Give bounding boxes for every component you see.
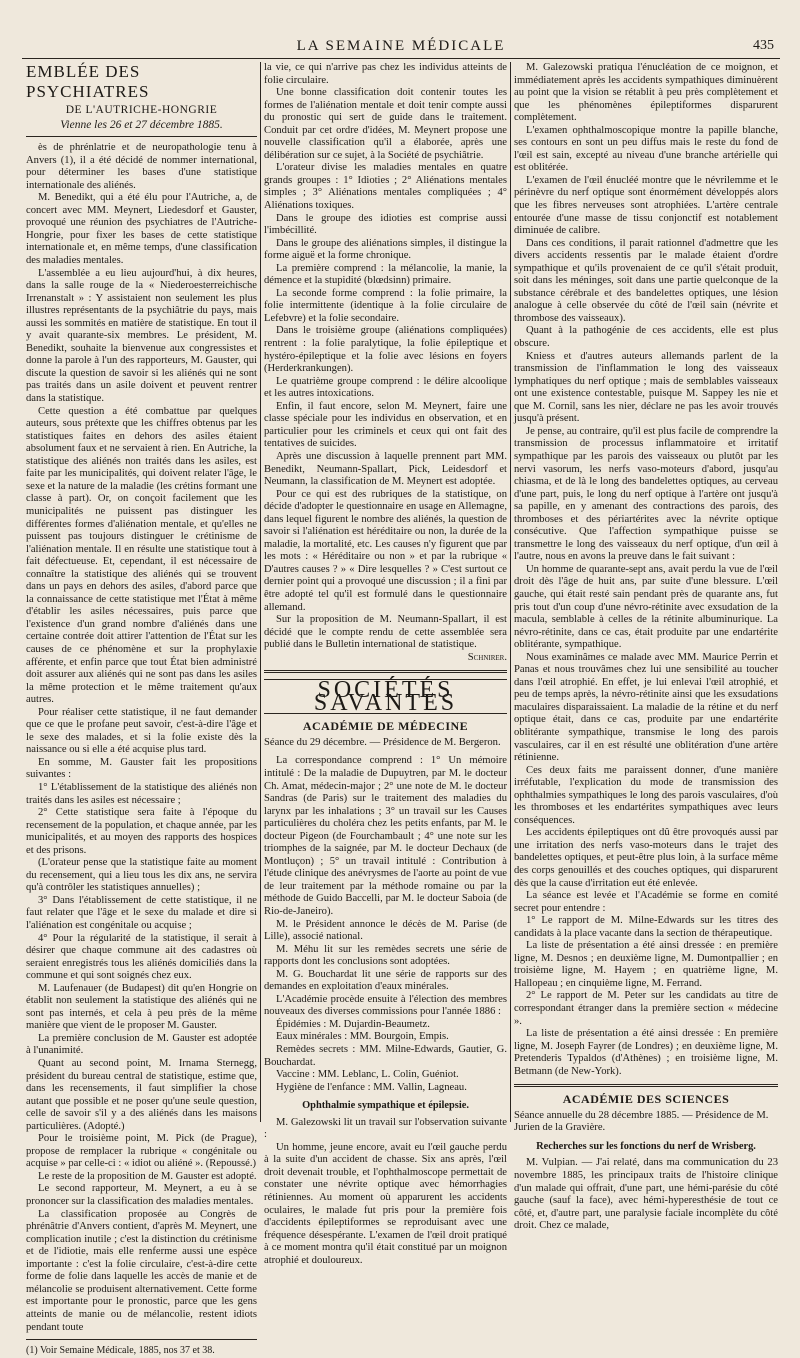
article-paragraph: Les accidents épileptiques ont dû être provoqués aussi par une irritation des nerfs vaso-moteurs dans le trajet des bandelettes optiques, et peut-être plus loin, à la surface même des corps genouillés et des couches optiques, qui disparurent dès que la cause d'irritation eut été enlevée. [514, 827, 778, 889]
column-3 [514, 62, 778, 1232]
article-paragraph: Enfin, il faut encore, selon M. Meynert, faire une classe spéciale pour les individus en observation, et en particulier pour les criminels et ceux qui ont fait des tentatives de suicides. [264, 400, 507, 450]
article-paragraph: 3° Dans l'établissement de cette statistique, il ne faut relater que l'âge et le sexe du malade et dire si l'aliénation est congénitale ou acquise ; [26, 894, 257, 931]
article-paragraph: ès de phrénlatrie et de neuropathologie tenu à Anvers (1), il a été décidé de nommer international, pour déterminer les bases d'une statistique internationale des aliénés. [26, 142, 257, 191]
running-header [22, 38, 780, 54]
article-paragraph: Je pense, au contraire, qu'il est plus facile de comprendre la transmission de processus inflammatoire et irritatif sympathique par les parois des vaisseaux ou plutôt par les nervi vasorum, les nerfs vaso-moteurs d'abord, jusqu'au chiasma, et de là le long des bandelettes optiques, au cerveau d'une part, puis, le long du nerf optique à l'artère ont jusqu'à sa papille, en y amenant des contractions des parois, des thromboses et des périartérites avec la névrite optique consécutive. Que l'affection sympathique puisse se transmettre le long des vaisseaux du nerf optique, d'un œil à l'autre, nous en avons la preuve dans le fait suivant : [514, 425, 778, 563]
section-date: Vienne les 26 et 27 décembre 1885. [60, 118, 223, 131]
article-paragraph: Dans ces conditions, il parait rationnel d'admettre que les divers accidents ressentis par le malade étaient d'ordre sympathique et qu'ils provenaient de ce qu'il s'était produit, soit dans les méninges, soit dans une partie quelconque de la substance cérébrale et des bandelettes optiques, une lésion analogue à celle observée du côté de l'œil sain (névrite et thrombose des vaisseaux). [514, 237, 778, 324]
divider [514, 1084, 778, 1087]
article-paragraph: Pour ce qui est des rubriques de la statistique, on décide d'adopter le questionnaire en usage en Allemagne, dans lequel figurent le nombre des aliénés, la question de savoir si l'aliénation est héréditaire ou non, la durée de la maladie, la mortalité, etc. Les causes n'y figurent que par les mots : « Héréditaire ou non » et par la rubrique « D'autres causes ? » « Dire lesquelles ? » C'est surtout ce dernier point qui a provoqué une discussion ; il a fini par être adopté tel qu'il est formulé dans le questionnaire allemand. [264, 488, 507, 613]
article-paragraph: La seconde forme comprend : la folie primaire, la folie intermittente (identique à la folie circulaire de Lefebvre) et la folie secondaire. [264, 287, 507, 324]
article-paragraph: Un homme de quarante-sept ans, avait perdu la vue de l'œil droit dès l'âge de huit ans, par suite d'une blessure. L'œil gauche, qui était resté sain pendant près de quarante ans, fut pris tout d'un coup d'une névro-rétinite avec exsudation de la macula, semblable à celles de la rétinite albuminurique. La névro-rétinite, dans ce cas, était produite par une endartérite oblitérante, sympathique. [514, 563, 778, 651]
divider [264, 670, 507, 673]
article-paragraph: M. Laufenauer (de Budapest) dit qu'en Hongrie on établit non seulement la statistique des aliénés qui ne sont pas internés, et cela à peu près de la même manière que vient de le proposer M. Gauster. [26, 982, 257, 1032]
article-paragraph: Nous examinâmes ce malade avec MM. Maurice Perrin et Panas et nous trouvâmes chez lui une sensibilité au toucher dans l'œil atrophié. En effet, je lui enlevai l'œil atrophié, et peu de temps après, la névro-rétinite ainsi que les exsudations maculaires disparaissaient. La maladie de la rétine et du nerf optique était, dans ce cas, produite par une endartérite oblitérante sympathique, transmise le long des parois vasculaires, car il en est résulté une oblitération d'une artère rétinienne. [514, 651, 778, 764]
divider [26, 136, 257, 137]
article-paragraph: Quant au second point, M. Irnama Sternegg, président du bureau central de statistique, estime que, dans les recensements, il faut simplifier la chose autant que possible et ne poser qu'une seule question, celle de savoir s'il y a des aliénés dans les maisons particulières. (Adopté.) [26, 1058, 257, 1132]
article-paragraph: L'assemblée a eu lieu aujourd'hui, à dix heures, dans la salle rouge de la « Niederoesterreichische Irrenanstalt » : Y assistaient non seulement les plus illustres représentants de la psychiâtrie du pays, mais aussi les sommités en matière de statistique. En tout il y avait quarante-six membres. Le président, M. Benedikt, souhaite la bienvenue aux congressistes et donne la parole à l'un des rapporteurs, M. Gauster, qui discute la question de savoir si les aliénés qui ne sont pas traités dans un asile doivent et peuvent rentrer dans la statistique. [26, 267, 257, 405]
academy-paragraph: La correspondance comprend : 1° Un mémoire intitulé : De la maladie de Dupuytren, par M. le docteur Ch. Amat, médecin-major ; 2° une note de M. le docteur Sandras (de Paris) sur le traitement des maladies du larynx par les inhalations ; 3° un travail sur les Causes particulières du choléra chez les petits enfants, par M. le docteur Pigeon (de Fourchambault ; 4° une note sur les triomphes de la saignée, par M. le docteur Dechaux (de Montluçon) ; 5° un travail intitulé : Contribution à l'étude clinique des anévrysmes de l'aorte au point de vue de leur traitement par la méthode romaine ou par la méthode de Guido Baccelli, par M. le docteur Saboia (de Rio-de-Janeiro). [264, 755, 507, 917]
article-paragraph: Ces deux faits me paraissent donner, d'une manière irréfutable, l'explication du mode de transmission des ophthalmies sympathiques le long des parois vasculaires, d'où les thromboses et les endartérites sympathiques avec leurs conséquences. [514, 764, 778, 826]
article-paragraph: 2° Le rapport de M. Peter sur les candidats au titre de correspondant étranger dans la première section « médecine ». [514, 990, 778, 1027]
academy-sciences-heading: ACADÉMIE DES SCIENCES [562, 1092, 730, 1107]
article-paragraph: L'examen de l'œil énucléé montre que le névrilemme et le périnèvre du nerf optique sont énormément développés alors que les fibres nerveuses sont atrophiées. L'artère centrale entourée d'une masse de tissu conjonctif est notablement diminuée de calibre. [514, 174, 778, 237]
ophthalmia-heading: Ophthalmie sympathique et épilepsie. [302, 1100, 469, 1112]
commission-line: Épidémies : M. Dujardin-Beaumetz. [276, 1018, 430, 1030]
page-number: 435 [753, 38, 774, 53]
article-paragraph: 1° L'établissement de la statistique des aliénés non traités dans les asiles est nécessaire ; [26, 781, 257, 806]
article-paragraph: Le second rapporteur, M. Meynert, a eu à se prononcer sur la classification des maladies mentales. [26, 1183, 257, 1208]
article-paragraph: Le reste de la proposition de M. Gauster est adopté. [38, 1170, 257, 1182]
column-divider [260, 62, 261, 1122]
article-paragraph: Pour le troisième point, M. Pick (de Prague), propose de remplacer la rubrique « congénitale ou acquise » par celle-ci : « idiot ou aliéné ». (Repoussé.) [26, 1133, 257, 1170]
article-paragraph: En somme, M. Gauster fait les propositions suivantes : [26, 756, 257, 781]
article-paragraph: L'orateur divise les maladies mentales en quatre grands groupes : 1° Idioties ; 2° Aliénations mentales simples ; 3° Aliénations mentales compliquées ; 4° Aliénations toxiques. [264, 162, 507, 212]
commission-line: Hygiène de l'enfance : MM. Vallin, Lagneau. [276, 1081, 467, 1093]
journal-title: LA SEMAINE MÉDICALE [296, 38, 506, 54]
article-paragraph: La séance est levée et l'Académie se forme en comité secret pour entendre : [514, 890, 778, 914]
article-paragraph: La première conclusion de M. Gauster est adoptée à l'unanimité. [26, 1032, 257, 1057]
article-paragraph: Dans le troisième groupe (aliénations compliquées) rentrent : la folie paralytique, la folie épileptique et hystéro-épileptique et la folie avec lésions en foyers (Herderkrankungen). [264, 325, 507, 375]
section-title: EMBLÉE DES PSYCHIATRES [26, 62, 150, 101]
section-subtitle: DE L'AUTRICHE-HONGRIE [65, 104, 218, 116]
article-paragraph: la vie, ce qui n'arrive pas chez les individus atteints de folie circulaire. [264, 62, 507, 86]
footnote-rule [26, 1339, 257, 1340]
article-paragraph: La liste de présentation a été ainsi dressée : En première ligne, M. Joseph Fayrer (de Londres) ; en deuxième ligne, M. Pretenderis Typaldos (d'Athènes) ; en troisième ligne, M. Betmann (de New-York). [514, 1028, 778, 1077]
commission-line: Eaux minérales : MM. Bourgoin, Empis. [276, 1031, 449, 1043]
article-paragraph: Quant à la pathogénie de ces accidents, elle est plus obscure. [514, 325, 778, 350]
article-paragraph: M. Benedikt, qui a été élu pour l'Autriche, a, de concert avec MM. Meynert, Liedesdorf et Gauster, provoqué une réunion des psychiatres de l'Autriche-Hongrie, pour fixer les bases de cette statistique internationale et, en même temps, d'une classification des maladies mentales. [26, 192, 257, 267]
article-paragraph: Cette question a été combattue par quelques auteurs, sous prétexte que les chiffres obtenus par les statistiques faites en dehors des asiles étaient absolument faux et ne servaient à rien. En Autriche, la statistique des aliénés non traités dans les asiles, est faite par les municipalités, qui doivent relater l'âge, le sexe et la nature de la maladie (les crétins formant une classe à part). Or, on conçoit facilement que les municipalités ne puissent pas distinguer les différentes formes d'aliénation mentale, et qu'elles ne puissent pas toujours distinguer le crétinisme de l'aliénation mentale. Il en résulte une statistique tout à fait défectueuse. Et, cependant, il est nécessaire de connaître la statistique des aliénés qui se trouvent dans un pays en dehors des asiles, d'abord parce que la connaissance de cette statistique met l'État à même d'établir les asiles nécessaires, puis parce que l'existence d'un grand nombre d'aliénés dans une certaine contrée doit attirer l'attention de l'État sur les causes de ce phénomène et sur la prophylaxie afférente, et enfin parce que tout État bien administré doit assurer aux aliénés qui ne sont pas dans les asiles la même protection et le même traitement qu'aux autres. [26, 405, 257, 706]
author-signature: Schnirer. [467, 651, 507, 663]
article-paragraph: Le quatrième groupe comprend : le délire alcoolique et les autres intoxications. [264, 375, 507, 400]
article-paragraph: 1° Le rapport de M. Milne-Edwards sur les titres des candidats à la place vacante dans la section de thérapeutique. [514, 915, 778, 939]
academy-paragraph: L'Académie procède ensuite à l'élection des membres nouveaux des diverses commissions pour l'année 1886 : [264, 993, 507, 1018]
article-paragraph: La première comprend : la mélancolie, la manie, la démence et la stupidité (blœdsinn) primaire. [264, 262, 507, 287]
article-paragraph: Dans le groupe des aliénations simples, il distingue la forme aiguë et la forme chronique. [264, 237, 507, 262]
article-paragraph: La liste de présentation a été ainsi dressée : en première ligne, M. Desnos ; en deuxième ligne, M. Dumontpallier ; en troisième ligne, M. Hayem ; en quatrième ligne, M. Hallopeau ; en cinquième ligne, M. Ferrand. [514, 940, 778, 989]
article-paragraph: L'examen ophthalmoscopique montre la papille blanche, ses contours en sont un peu diffus mais le reste du fond de l'œil est sain, excepté au niveau d'une branche artérielle qui est oblitérée. [514, 124, 778, 174]
academy-paragraph: M. G. Bouchardat lit une série de rapports sur des demandes en exploitation d'eaux minérales. [264, 968, 507, 993]
article-paragraph: Une bonne classification doit contenir toutes les formes de l'aliénation mentale et doit tenir compte aussi du pronostic qui sert de guide dans le traitement. Conduit par cet ordre d'idées, M. Meynert propose une nouvelle classification qu'il a élaborée, après une délibération sur ce sujet, à la Société de psychiâtrie. [264, 87, 507, 161]
academy-paragraph: M. Méhu lit sur les remèdes secrets une série de rapports dont les conclusions sont adoptées. [264, 943, 507, 968]
article-paragraph: (L'orateur pense que la statistique faite au moment du recensement, qui a lieu tous les dix ans, ne servira qu'à contrôler les statistiques annuelles) ; [26, 857, 257, 894]
academy-medicine-heading: ACADÉMIE DE MÉDECINE [302, 719, 469, 734]
research-paragraph: M. Vulpian. — J'ai relaté, dans ma communication du 23 novembre 1885, les principaux traits de l'histoire clinique d'un malade qui offrait, d'une part, une hémi-parésie du côté gauche (sauf la face), avec hémi-hyperesthésie de tout ce côté, et, d'autre part, une paralysie faciale incomplète du côté droit. Chez ce malade, [514, 1157, 778, 1232]
session-line: Séance du 29 décembre. — Présidence de M. Bergeron. [264, 736, 501, 748]
article-paragraph: La classification proposée au Congrès de phrénâtrie d'Anvers contient, d'après M. Meynert, une complication inutile ; c'est la distinction du crétinisme et de l'idiotie, mais elle renferme aussi une espèce importante : c'est la folie circulaire, c'est-à-dire cette forme de folie dans laquelle les accès de manie et de mélancolie se produisent alternativement. Cette forme est importante pour le pronostic, parce que les gens atteints de manie ou de mélancolie, restent idiots pendant toute [26, 1208, 257, 1333]
column-1 [26, 62, 257, 1357]
article-paragraph: 2° Cette statistique sera faite à l'époque du recensement de la population, et chaque année, par les municipalités, et au moyen des rapports des hospices et des prisons. [26, 807, 257, 856]
article-paragraph: Kniess et d'autres auteurs allemands parlent de la transmission de l'inflammation le long des vaisseaux lymphatiques du nerf optique ; mais de semblables vaisseaux ont une existence contestable, puisque M. Sappey les nie et que M. Cornil, sans les nier, déclare ne pas les avoir trouvés jusqu'à présent. [514, 350, 778, 425]
article-paragraph: Pour réaliser cette statistique, il ne faut demander que ce que le profane peut savoir, c'est-à-dire l'âge et le sexe des malades, et si la folie existe dès la naissance ou si elle a été acquise plus tard. [26, 706, 257, 756]
academy-paragraph: M. le Président annonce le décès de M. Parise (de Lille), associé national. [264, 918, 507, 943]
ophthalmia-paragraph: Un homme, jeune encore, avait eu l'œil gauche perdu à la suite d'un accident de chasse. Six ans après, l'œil droit devenait trouble, et l'ophthalmoscope permettait de constater une névrite optique avec hémorrhagies rétiniennes. Au moment où apparurent les accidents oculaires, le malade fut pris pour la première fois d'accidents épileptiformes se reproduisant avec une fréquence désespérante. L'examen de l'œil droit pratiqué à ce moment montra qu'il était constitué par un moignon atrophié et douloureux. [264, 1141, 507, 1266]
societies-heading: SOCIÉTÉS SAVANTES [264, 679, 507, 714]
article-paragraph: Dans le groupe des idioties est comprise aussi l'imbécillité. [264, 212, 507, 237]
header-rule [22, 58, 780, 59]
column-divider [510, 62, 511, 1122]
column-2 [264, 62, 507, 1266]
article-paragraph: 4° Pour la régularité de la statistique, il serait à désirer que chaque commune ait des cadastres où seraient enregistrés tous les aliénés domiciliés dans la commune et qui sont soignés chez eux. [26, 932, 257, 982]
article-paragraph: Après une discussion à laquelle prennent part MM. Benedikt, Neumann-Spallart, Pick, Leidesdorf et Neumann, la classification de M. Meynert est adoptée. [264, 450, 507, 488]
commission-line: Vaccine : MM. Leblanc, L. Colin, Guéniot. [276, 1069, 459, 1081]
footnote: (1) Voir Semaine Médicale, 1885, nos 37 et 38. [26, 1345, 215, 1357]
research-heading: Recherches sur les fonctions du nerf de Wrisberg. [536, 1140, 756, 1152]
session-line: Séance annuelle du 28 décembre 1885. — Présidence de M. Jurien de la Gravière. [514, 1109, 769, 1134]
commission-line: Remèdes secrets : MM. Milne-Edwards, Gautier, G. Bouchardat. [264, 1044, 507, 1068]
ophthalmia-paragraph: M. Galezowski lit un travail sur l'observation suivante : [264, 1116, 507, 1141]
article-paragraph: Sur la proposition de M. Neumann-Spallart, il est décidé que le compte rendu de cette assemblée sera publié dans le Bulletin international de statistique. [264, 614, 507, 651]
article-paragraph: M. Galezowski pratiqua l'énucléation de ce moignon, et immédiatement après les accidents sympathiques diminuèrent au point que la vision se rétablit à peu près complètement et que les phénomènes épileptiformes disparurent complètement. [514, 62, 778, 124]
